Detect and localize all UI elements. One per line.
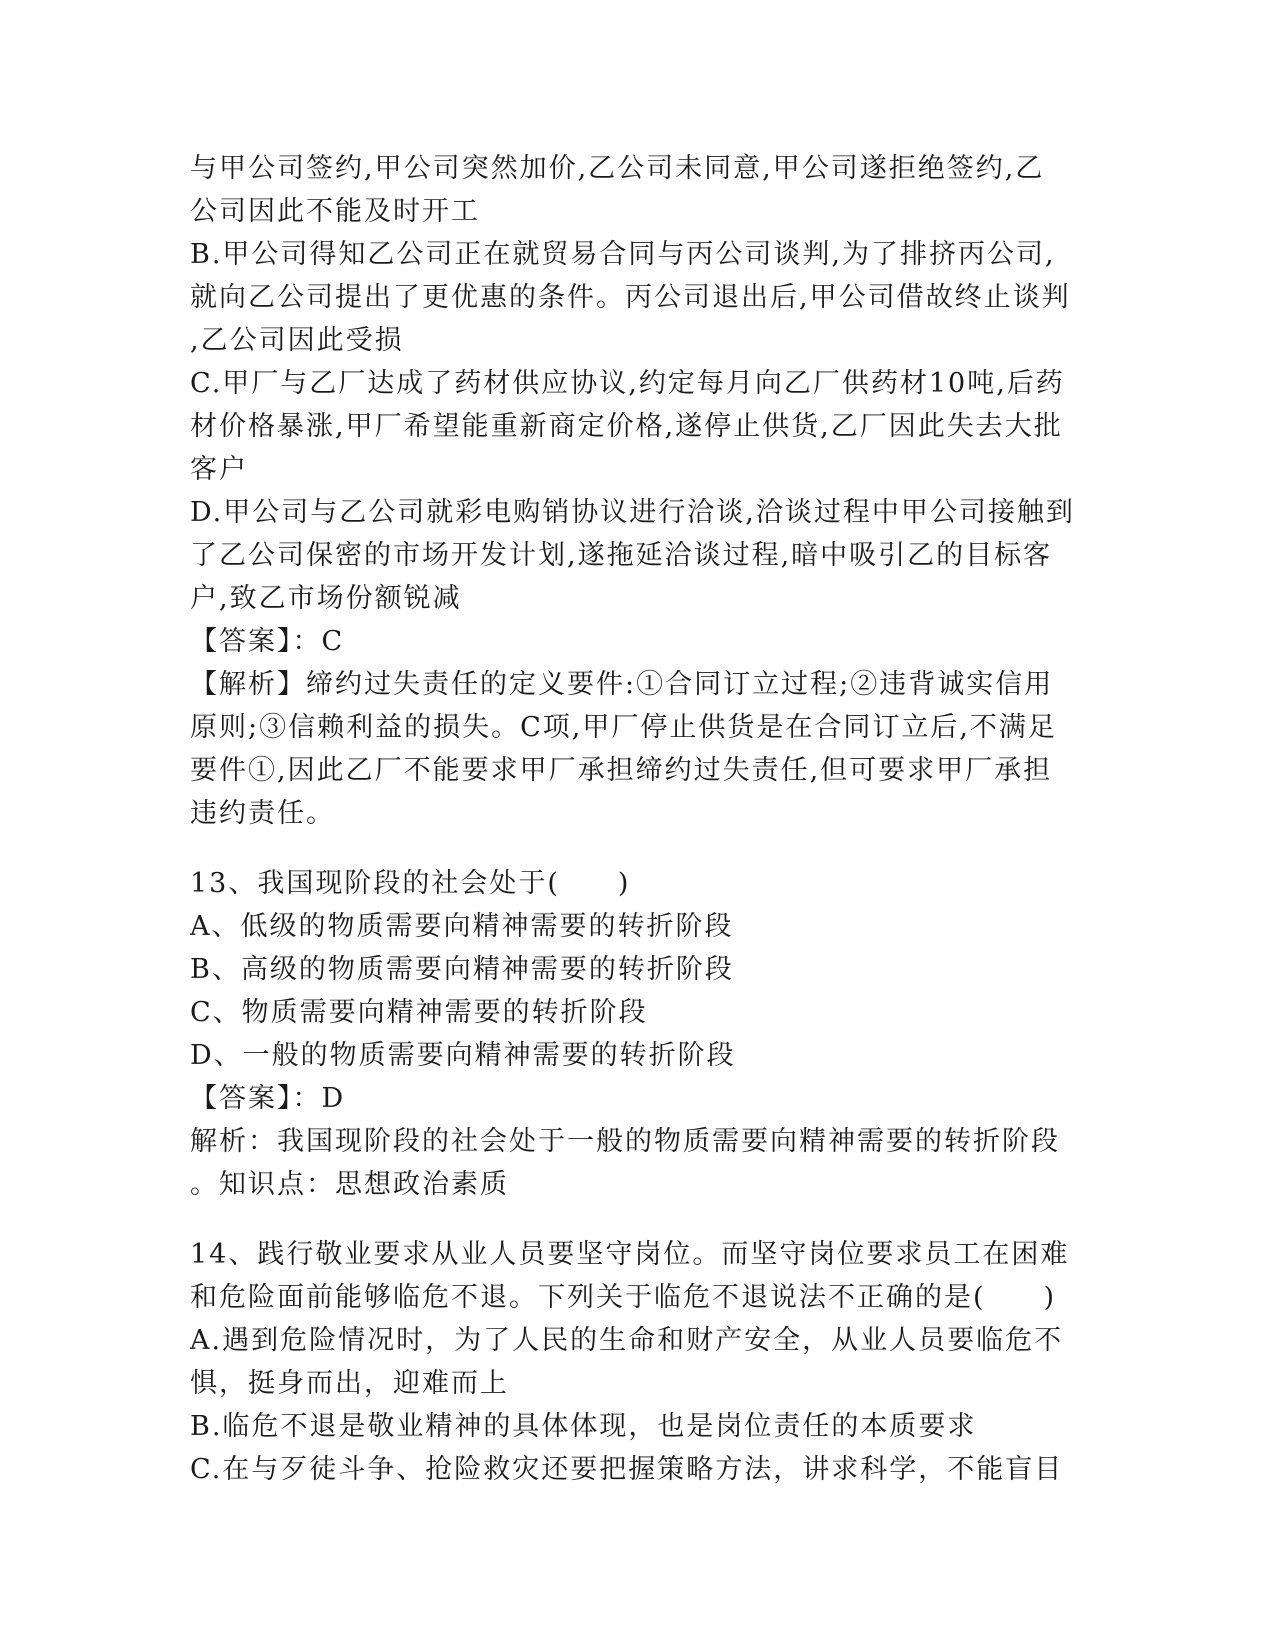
text-line: 惧，挺身而出，迎难而上 [190,1368,509,1399]
text-line: 原则;③信赖利益的损失。C项,甲厂停止供货是在合同订立后,不满足 [190,712,1057,743]
text-line: 。知识点：思想政治素质 [190,1169,509,1200]
explanation-line: 解析：我国现阶段的社会处于一般的物质需要向精神需要的转折阶段 [190,1126,1060,1157]
option-d-line: D、一般的物质需要向精神需要的转折阶段 [190,1040,736,1071]
question-13-title: 13、我国现阶段的社会处于( ) [190,868,631,899]
text-line: 就向乙公司提出了更优惠的条件。丙公司退出后,甲公司借故终止谈判 [190,282,1071,313]
option-c-line: C、物质需要向精神需要的转折阶段 [190,997,648,1028]
paragraph-gap [190,1206,1070,1233]
text-line: ,乙公司因此受损 [190,325,404,356]
text-line: 户,致乙市场份额锐减 [190,583,462,614]
option-a-line: A、低级的物质需要向精神需要的转折阶段 [190,911,734,942]
text-line: 公司因此不能及时开工 [190,196,480,227]
text-line: 客户 [190,454,248,485]
text-line: 违约责任。 [190,798,335,829]
text-line: 与甲公司签约,甲公司突然加价,乙公司未同意,甲公司遂拒绝签约,乙 [190,153,1045,184]
option-c-line: C.在与歹徒斗争、抢险救灾还要把握策略方法，讲求科学，不能盲目 [190,1454,1064,1485]
question-14-title: 14、践行敬业要求从业人员要坚守岗位。而坚守岗位要求员工在困难 [190,1239,1070,1270]
explanation-line: 【解析】缔约过失责任的定义要件:①合同订立过程;②违背诚实信用 [190,669,1054,700]
answer-line: 【答案】：D [190,1083,346,1114]
option-c-line: C.甲厂与乙厂达成了药材供应协议,约定每月向乙厂供药材10吨,后药 [190,368,1065,399]
paragraph-gap [190,835,1070,862]
answer-line: 【答案】：C [190,626,345,657]
text-line: 了乙公司保密的市场开发计划,遂拖延洽谈过程,暗中吸引乙的目标客 [190,540,1053,571]
text-line: 要件①,因此乙厂不能要求甲厂承担缔约过失责任,但可要求甲厂承担 [190,755,1053,786]
option-a-line: A.遇到危险情况时，为了人民的生命和财产安全，从业人员要临危不 [190,1325,1064,1356]
text-line: 和危险面前能够临危不退。下列关于临危不退说法不正确的是( ) [190,1282,1057,1313]
document-body [190,147,1075,1491]
option-b-line: B.临危不退是敬业精神的具体体现，也是岗位责任的本质要求 [190,1411,977,1442]
option-b-line: B.甲公司得知乙公司正在就贸易合同与丙公司谈判,为了排挤丙公司, [190,239,1056,270]
text-line: 材价格暴涨,甲厂希望能重新商定价格,遂停止供货,乙厂因此失去大批 [190,411,1063,442]
option-b-line: B、高级的物质需要向精神需要的转折阶段 [190,954,734,985]
option-d-line: D.甲公司与乙公司就彩电购销协议进行洽谈,洽谈过程中甲公司接触到 [190,497,1075,528]
